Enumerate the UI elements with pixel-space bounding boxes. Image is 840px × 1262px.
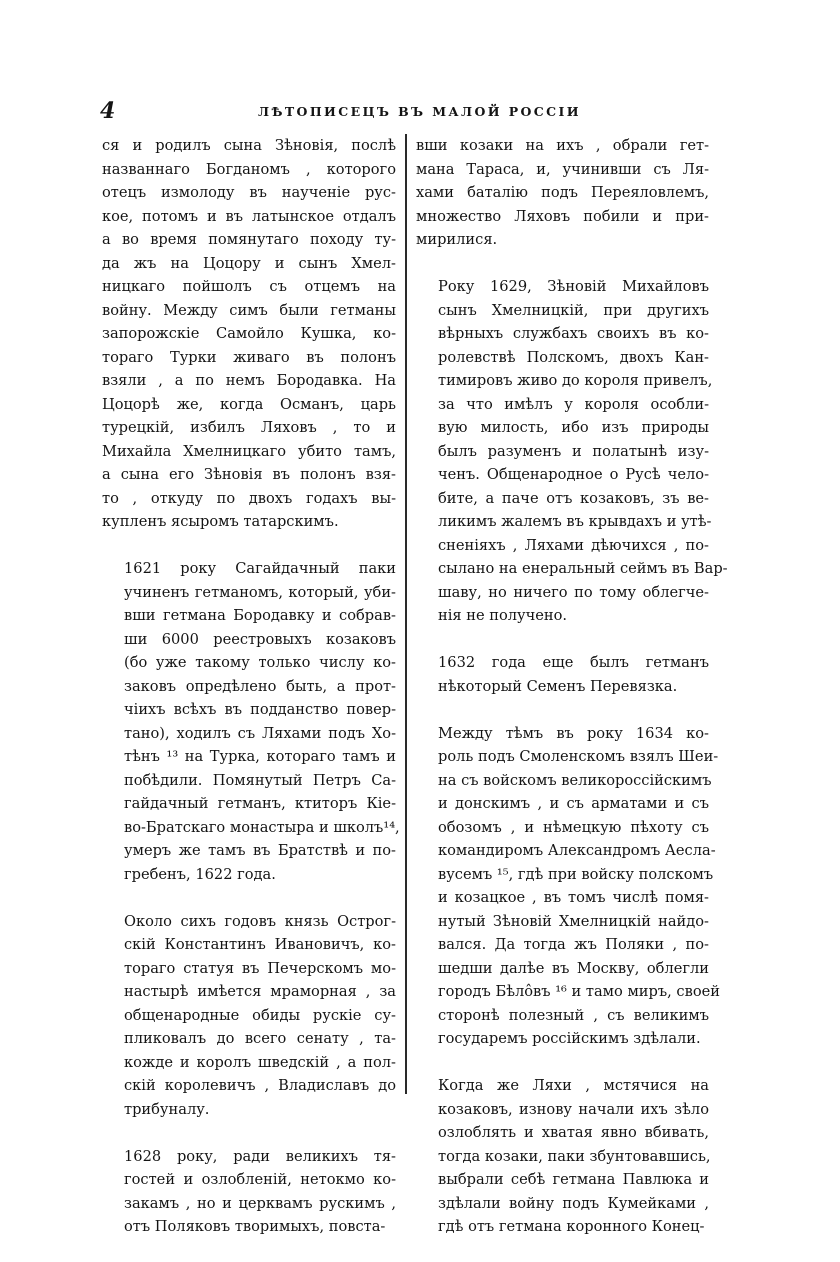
text-line: во-Братскаго монастыра и школъ¹⁴, xyxy=(124,818,400,836)
text-line: 1621 року Сагайдачный паки xyxy=(124,560,396,577)
text-line: ши 6000 реестровыхъ козаковъ xyxy=(124,630,396,648)
text-line: ченъ. Общенародное о Русѣ чело- xyxy=(438,466,709,483)
right-column-paragraph xyxy=(416,1074,709,1239)
text-line: заковъ опредѣлено быть, а прот- xyxy=(124,677,396,695)
running-title: ЛѢТОПИСЕЦЪ ВЪ МАЛОЙ РОССІИ xyxy=(258,104,581,119)
text-line: запорожскіе Самойло Кушка, ко- xyxy=(102,325,396,342)
right-column-paragraph xyxy=(416,275,728,628)
text-line: войну. Между симъ были гетманы xyxy=(102,301,396,319)
text-line: закамъ , но и церквамъ рускимъ , xyxy=(124,1194,396,1212)
text-line: тимировъ живо до короля привелъ, xyxy=(438,372,713,389)
text-line: и донскимъ , и съ арматами и съ xyxy=(438,795,709,812)
right-column-paragraph xyxy=(416,722,720,1051)
text-line: Цоцорѣ же, когда Османъ, царь xyxy=(102,395,396,413)
text-line: вши козаки на ихъ , обрали гет- xyxy=(416,137,709,154)
text-line: бите, а паче отъ козаковъ, зъ ве- xyxy=(438,489,709,507)
text-line: купленъ ясыромъ татарскимъ. xyxy=(102,513,339,530)
text-line: гребенъ, 1622 года. xyxy=(124,865,276,883)
text-line: Около сихъ годовъ князь Острог- xyxy=(124,912,396,930)
text-line: чіихъ всѣхъ въ подданство повер- xyxy=(124,701,396,718)
text-line: командиромъ Александромъ Аесла- xyxy=(438,842,716,859)
text-line: (бо уже такому только числу ко- xyxy=(124,654,396,671)
text-line: тѣнъ ¹³ на Турка, котораго тамъ и xyxy=(124,748,396,765)
text-line: тораго статуя въ Печерскомъ мо- xyxy=(124,959,396,977)
text-line: общенародные обиды рускіе су- xyxy=(124,1006,396,1024)
text-line: шедши далѣе въ Москву, облегли xyxy=(438,959,709,977)
text-line: вую милость, ибо изъ природы xyxy=(438,419,709,436)
text-line: нѣкоторый Семенъ Перевязка. xyxy=(438,677,678,695)
text-line: тано), ходилъ съ Ляхами подъ Хо- xyxy=(124,724,396,742)
text-line: пликовалъ до всего сенату , та- xyxy=(124,1030,396,1047)
text-line: настырѣ имѣется мраморная , за xyxy=(124,983,396,1000)
text-line: вѣрныхъ службахъ своихъ въ ко- xyxy=(438,325,709,342)
text-line: а во время помянутаго походу ту- xyxy=(102,231,396,248)
column-divider xyxy=(405,134,407,1094)
text-line: сылано на енеральный сеймъ въ Вар- xyxy=(438,560,728,577)
text-line: шаву, но ничего по тому облегче- xyxy=(438,583,709,601)
text-line: турецкій, избилъ Ляховъ , то и xyxy=(102,419,396,436)
left-column-paragraph xyxy=(102,557,400,886)
text-line: кое, потомъ и въ латынское отдалъ xyxy=(102,207,396,225)
text-line: отъ Поляковъ творимыхъ, повста- xyxy=(124,1218,386,1235)
text-line: Когда же Ляхи , мстячися на xyxy=(438,1077,709,1094)
text-line: ликимъ жалемъ въ крывдахъ и утѣ- xyxy=(438,513,712,530)
text-line: кожде и королъ шведскій , а пол- xyxy=(124,1053,396,1071)
text-line: Року 1629, Зѣновій Михайловъ xyxy=(438,278,709,295)
text-line: вусемъ ¹⁵, гдѣ при войску полскомъ xyxy=(438,865,714,883)
right-column xyxy=(416,134,728,1262)
text-line: вши гетмана Бородавку и собрав- xyxy=(124,607,396,624)
text-line: козаковъ, изнову начали ихъ зѣло xyxy=(438,1100,709,1118)
text-line: гостей и озлобленій, нетокмо ко- xyxy=(124,1171,396,1188)
left-column-paragraph xyxy=(102,1145,396,1239)
page-number: 4 xyxy=(100,98,116,124)
text-line: нія не получено. xyxy=(438,607,568,624)
text-line: скій Константинъ Ивановичъ, ко- xyxy=(124,936,396,953)
text-line: городъ Бѣлôвъ ¹⁶ и тамо миръ, своей xyxy=(438,983,720,1000)
text-line: ницкаго пойшолъ съ отцемъ на xyxy=(102,278,396,295)
text-line: гдѣ отъ гетмана коронного Конец- xyxy=(438,1218,705,1235)
text-line: умеръ же тамъ въ Братствѣ и по- xyxy=(124,842,396,859)
text-line: тораго Турки живаго въ полонъ xyxy=(102,348,396,366)
text-line: да жъ на Цоцору и сынъ Хмел- xyxy=(102,254,396,272)
text-line: 1628 року, ради великихъ тя- xyxy=(124,1147,396,1165)
text-line: гайдачный гетманъ, ктиторъ Кіе- xyxy=(124,795,396,812)
left-column xyxy=(102,134,400,1262)
text-line: трибуналу. xyxy=(124,1100,210,1118)
text-line: мирилися. xyxy=(416,231,498,248)
text-line: здѣлали войну подъ Кумейками , xyxy=(438,1194,709,1212)
text-line: на съ войскомъ великороссійскимъ xyxy=(438,771,712,789)
text-line: сненіяхъ , Ляхами дѣючихся , по- xyxy=(438,536,709,554)
left-column-paragraph xyxy=(102,134,396,534)
text-line: а сына его Зѣновія въ полонъ взя- xyxy=(102,466,396,483)
text-line: выбрали себѣ гетмана Павлюка и xyxy=(438,1171,709,1188)
text-line: сторонѣ полезный , съ великимъ xyxy=(438,1006,709,1024)
text-line: мана Тараса, и, учинивши съ Ля- xyxy=(416,160,709,178)
text-line: за что имѣлъ у короля особли- xyxy=(438,395,709,413)
text-line: ся и родилъ сына Зѣновія, послѣ xyxy=(102,137,396,154)
text-line: вался. Да тогда жъ Поляки , по- xyxy=(438,936,709,953)
text-line: учиненъ гетманомъ, который, уби- xyxy=(124,583,396,601)
text-line: роль подъ Смоленскомъ взялъ Шеи- xyxy=(438,748,719,765)
text-line: Михайла Хмелницкаго убито тамъ, xyxy=(102,442,396,460)
text-line: Между тѣмъ въ року 1634 ко- xyxy=(438,724,709,742)
text-line: 1632 года еще былъ гетманъ xyxy=(438,654,709,671)
text-line: и козацкое , въ томъ числѣ помя- xyxy=(438,889,709,906)
right-column-paragraph xyxy=(416,134,709,252)
text-line: побѣдили. Помянутый Петръ Са- xyxy=(124,771,396,789)
text-line: ролевствѣ Полскомъ, двохъ Кан- xyxy=(438,348,709,366)
text-line: множество Ляховъ побили и при- xyxy=(416,207,709,225)
text-line: тогда козаки, паки збунтовавшись, xyxy=(438,1147,711,1165)
text-line: взяли , а по немъ Бородавка. На xyxy=(102,372,396,389)
text-line: нутый Зѣновій Хмелницкій найдо- xyxy=(438,912,709,930)
text-line: обозомъ , и нѣмецкую пѣхоту съ xyxy=(438,818,709,836)
text-line: былъ разуменъ и полатынѣ изу- xyxy=(438,442,709,460)
left-column-paragraph xyxy=(102,910,396,1122)
text-line: государемъ россійскимъ здѣлали. xyxy=(438,1030,701,1047)
text-line: озлоблять и хватая явно вбивать, xyxy=(438,1124,709,1141)
text-line: то , откуду по двохъ годахъ вы- xyxy=(102,489,396,507)
text-line: отецъ измолоду въ наученіе рус- xyxy=(102,184,396,201)
text-line: сынъ Хмелницкій, при другихъ xyxy=(438,301,709,319)
right-column-paragraph xyxy=(416,651,709,698)
text-line: хами баталію подъ Переяловлемъ, xyxy=(416,184,709,201)
text-line: названнаго Богданомъ , которого xyxy=(102,160,396,178)
text-line: скій королевичъ , Владиславъ до xyxy=(124,1077,396,1094)
